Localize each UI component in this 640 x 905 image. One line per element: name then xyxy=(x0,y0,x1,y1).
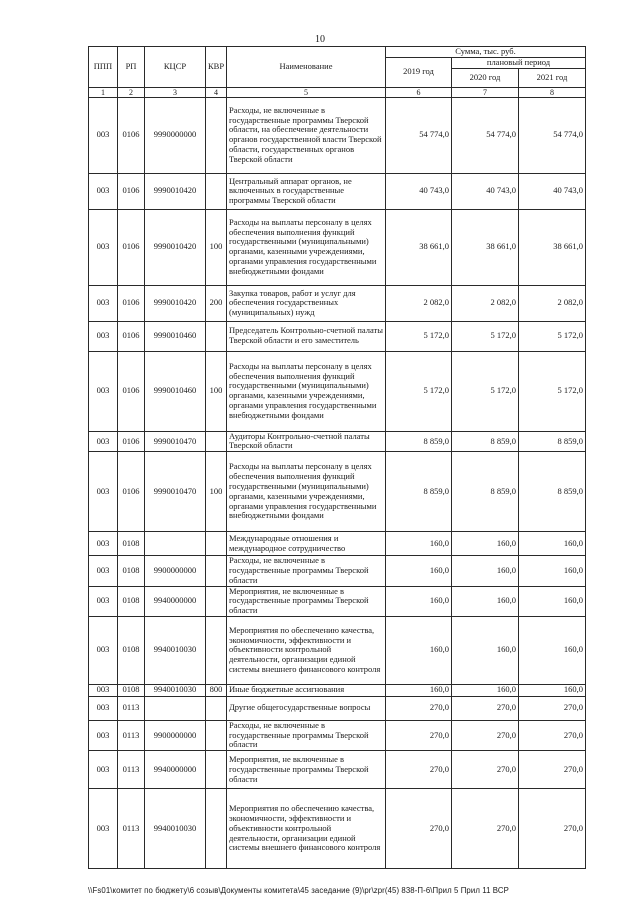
row-kvr xyxy=(206,431,227,452)
row-value-2021: 2 082,0 xyxy=(519,285,586,321)
row-value-2021: 270,0 xyxy=(519,720,586,750)
row-rp: 0108 xyxy=(118,586,145,616)
row-value-2021: 5 172,0 xyxy=(519,351,586,431)
table-row xyxy=(89,321,586,351)
row-kcsr: 9990010420 xyxy=(145,173,206,209)
row-ppp: 003 xyxy=(89,351,118,431)
row-kcsr: 9900000000 xyxy=(145,556,206,586)
row-value-2021: 38 661,0 xyxy=(519,209,586,285)
header-ppp: ППП xyxy=(89,47,118,88)
row-kcsr xyxy=(145,696,206,720)
row-ppp: 003 xyxy=(89,586,118,616)
table-row xyxy=(89,556,586,586)
row-kcsr: 9940010030 xyxy=(145,789,206,869)
table-row xyxy=(89,97,586,173)
row-value-2020: 54 774,0 xyxy=(452,97,519,173)
row-value-2021: 270,0 xyxy=(519,789,586,869)
row-value-2020: 160,0 xyxy=(452,556,519,586)
row-kvr xyxy=(206,789,227,869)
row-value-2019: 8 859,0 xyxy=(386,431,452,452)
row-value-2019: 8 859,0 xyxy=(386,452,452,532)
row-name: Международные отношения и международное сотрудничество xyxy=(227,532,386,556)
row-rp: 0106 xyxy=(118,431,145,452)
row-value-2021: 160,0 xyxy=(519,586,586,616)
row-rp: 0106 xyxy=(118,97,145,173)
row-value-2020: 38 661,0 xyxy=(452,209,519,285)
row-kvr xyxy=(206,720,227,750)
row-ppp: 003 xyxy=(89,556,118,586)
row-kvr xyxy=(206,556,227,586)
table-row xyxy=(89,285,586,321)
row-value-2019: 270,0 xyxy=(386,720,452,750)
row-ppp: 003 xyxy=(89,452,118,532)
row-value-2019: 160,0 xyxy=(386,532,452,556)
row-value-2020: 160,0 xyxy=(452,616,519,684)
header-rp: РП xyxy=(118,47,145,88)
row-value-2019: 54 774,0 xyxy=(386,97,452,173)
row-ppp: 003 xyxy=(89,321,118,351)
row-name: Мероприятия по обеспечению качества, экономичности, эффективности и объективности контрольной деятельности, организации единой системы внешнего финансового контроля xyxy=(227,789,386,869)
row-kvr xyxy=(206,532,227,556)
row-name: Расходы, не включенные в государственные программы Тверской области xyxy=(227,720,386,750)
table-row xyxy=(89,696,586,720)
row-value-2021: 160,0 xyxy=(519,616,586,684)
column-number: 5 xyxy=(227,87,386,97)
table-row xyxy=(89,452,586,532)
column-number: 8 xyxy=(519,87,586,97)
row-kvr: 200 xyxy=(206,285,227,321)
row-kcsr: 9990010470 xyxy=(145,431,206,452)
row-kcsr: 9990010470 xyxy=(145,452,206,532)
row-value-2021: 270,0 xyxy=(519,751,586,789)
row-value-2019: 38 661,0 xyxy=(386,209,452,285)
row-value-2021: 5 172,0 xyxy=(519,321,586,351)
row-value-2019: 160,0 xyxy=(386,684,452,696)
column-number: 4 xyxy=(206,87,227,97)
row-ppp: 003 xyxy=(89,285,118,321)
row-name: Закупка товаров, работ и услуг для обеспечения государственных (муниципальных) нужд xyxy=(227,285,386,321)
column-number: 1 xyxy=(89,87,118,97)
row-kcsr: 9940000000 xyxy=(145,586,206,616)
row-name: Расходы на выплаты персоналу в целях обеспечения выполнения функций государственными (муниципальными) органами, казенными учреждениями, органами управления государственными внебюджетными фондами xyxy=(227,209,386,285)
header-2021: 2021 год xyxy=(519,68,586,87)
row-value-2019: 40 743,0 xyxy=(386,173,452,209)
row-kcsr: 9990000000 xyxy=(145,97,206,173)
row-name: Расходы, не включенные в государственные программы Тверской области, на обеспечение деятельности органов государственной власти Тверской области, государственных органов Тверской области xyxy=(227,97,386,173)
table-row xyxy=(89,751,586,789)
row-value-2020: 270,0 xyxy=(452,720,519,750)
row-rp: 0113 xyxy=(118,751,145,789)
table-row xyxy=(89,789,586,869)
row-rp: 0113 xyxy=(118,720,145,750)
table-row xyxy=(89,616,586,684)
row-value-2019: 160,0 xyxy=(386,556,452,586)
row-kvr: 100 xyxy=(206,452,227,532)
row-name: Мероприятия, не включенные в государственные программы Тверской области xyxy=(227,586,386,616)
row-ppp: 003 xyxy=(89,696,118,720)
footer-file-path: \\Fs01\комитет по бюджету\6 созыв\Документы комитета\45 заседание (9)\pr\zpr(45) 838-П-6\Прил 5 Прил 11 ВСР xyxy=(88,886,509,895)
row-value-2021: 54 774,0 xyxy=(519,97,586,173)
row-kvr xyxy=(206,321,227,351)
row-rp: 0106 xyxy=(118,173,145,209)
header-planned-period: плановый период xyxy=(452,57,586,68)
row-name: Центральный аппарат органов, не включенных в государственные программы Тверской области xyxy=(227,173,386,209)
row-rp: 0106 xyxy=(118,452,145,532)
row-name: Иные бюджетные ассигнования xyxy=(227,684,386,696)
row-kvr xyxy=(206,616,227,684)
row-name: Расходы на выплаты персоналу в целях обеспечения выполнения функций государственными (муниципальными) органами, казенными учреждениями, органами управления государственными внебюджетными фондами xyxy=(227,452,386,532)
row-kvr xyxy=(206,586,227,616)
row-ppp: 003 xyxy=(89,789,118,869)
row-value-2020: 160,0 xyxy=(452,586,519,616)
row-value-2019: 5 172,0 xyxy=(386,321,452,351)
row-value-2020: 8 859,0 xyxy=(452,431,519,452)
row-value-2021: 8 859,0 xyxy=(519,452,586,532)
row-kcsr: 9940010030 xyxy=(145,684,206,696)
header-sum: Сумма, тыс. руб. xyxy=(386,47,586,58)
column-number: 2 xyxy=(118,87,145,97)
row-kcsr: 9990010460 xyxy=(145,351,206,431)
column-number: 6 xyxy=(386,87,452,97)
row-rp: 0113 xyxy=(118,696,145,720)
row-rp: 0113 xyxy=(118,789,145,869)
row-rp: 0106 xyxy=(118,209,145,285)
row-kcsr: 9940010030 xyxy=(145,616,206,684)
row-kcsr: 9990010420 xyxy=(145,209,206,285)
table-row xyxy=(89,586,586,616)
row-name: Мероприятия, не включенные в государственные программы Тверской области xyxy=(227,751,386,789)
row-value-2020: 160,0 xyxy=(452,532,519,556)
row-value-2019: 5 172,0 xyxy=(386,351,452,431)
row-rp: 0106 xyxy=(118,351,145,431)
column-number: 3 xyxy=(145,87,206,97)
page-number: 10 xyxy=(315,34,325,45)
row-name: Другие общегосударственные вопросы xyxy=(227,696,386,720)
row-value-2019: 270,0 xyxy=(386,751,452,789)
row-value-2021: 8 859,0 xyxy=(519,431,586,452)
row-value-2020: 5 172,0 xyxy=(452,351,519,431)
budget-table xyxy=(88,46,586,869)
row-kcsr: 9940000000 xyxy=(145,751,206,789)
column-number: 7 xyxy=(452,87,519,97)
row-ppp: 003 xyxy=(89,173,118,209)
row-value-2021: 160,0 xyxy=(519,532,586,556)
row-ppp: 003 xyxy=(89,532,118,556)
row-kvr: 100 xyxy=(206,209,227,285)
row-value-2019: 160,0 xyxy=(386,586,452,616)
row-kvr: 100 xyxy=(206,351,227,431)
header-kcsr: КЦСР xyxy=(145,47,206,88)
row-value-2020: 40 743,0 xyxy=(452,173,519,209)
row-kvr xyxy=(206,173,227,209)
row-value-2020: 270,0 xyxy=(452,789,519,869)
table-row xyxy=(89,209,586,285)
row-rp: 0106 xyxy=(118,285,145,321)
row-value-2021: 40 743,0 xyxy=(519,173,586,209)
header-2019: 2019 год xyxy=(386,57,452,87)
row-ppp: 003 xyxy=(89,684,118,696)
row-value-2020: 2 082,0 xyxy=(452,285,519,321)
table-row xyxy=(89,431,586,452)
row-value-2020: 270,0 xyxy=(452,751,519,789)
row-value-2020: 270,0 xyxy=(452,696,519,720)
row-value-2021: 160,0 xyxy=(519,684,586,696)
header-kvr: КВР xyxy=(206,47,227,88)
row-kvr: 800 xyxy=(206,684,227,696)
row-name: Расходы, не включенные в государственные программы Тверской области xyxy=(227,556,386,586)
table-row xyxy=(89,684,586,696)
table-row xyxy=(89,351,586,431)
row-value-2019: 160,0 xyxy=(386,616,452,684)
row-value-2021: 270,0 xyxy=(519,696,586,720)
row-name: Расходы на выплаты персоналу в целях обеспечения выполнения функций государственными (муниципальными) органами, казенными учреждениями, органами управления государственными внебюджетными фондами xyxy=(227,351,386,431)
row-name: Мероприятия по обеспечению качества, экономичности, эффективности и объективности контрольной деятельности, организации единой системы внешнего финансового контроля xyxy=(227,616,386,684)
row-ppp: 003 xyxy=(89,720,118,750)
row-value-2020: 5 172,0 xyxy=(452,321,519,351)
row-ppp: 003 xyxy=(89,431,118,452)
row-rp: 0108 xyxy=(118,556,145,586)
row-name: Аудиторы Контрольно-счетной палаты Тверской области xyxy=(227,431,386,452)
row-value-2019: 2 082,0 xyxy=(386,285,452,321)
row-value-2020: 160,0 xyxy=(452,684,519,696)
column-number-row xyxy=(89,87,586,97)
header-name: Наименование xyxy=(227,47,386,88)
row-value-2020: 8 859,0 xyxy=(452,452,519,532)
row-rp: 0108 xyxy=(118,684,145,696)
table-row xyxy=(89,720,586,750)
table-row xyxy=(89,173,586,209)
row-kvr xyxy=(206,97,227,173)
row-name: Председатель Контрольно-счетной палаты Тверской области и его заместитель xyxy=(227,321,386,351)
row-ppp: 003 xyxy=(89,97,118,173)
row-kvr xyxy=(206,696,227,720)
row-rp: 0108 xyxy=(118,616,145,684)
row-ppp: 003 xyxy=(89,616,118,684)
row-rp: 0106 xyxy=(118,321,145,351)
row-value-2019: 270,0 xyxy=(386,789,452,869)
row-kcsr xyxy=(145,532,206,556)
row-kcsr: 9900000000 xyxy=(145,720,206,750)
row-ppp: 003 xyxy=(89,209,118,285)
row-rp: 0108 xyxy=(118,532,145,556)
row-value-2019: 270,0 xyxy=(386,696,452,720)
header-2020: 2020 год xyxy=(452,68,519,87)
row-kcsr: 9990010420 xyxy=(145,285,206,321)
row-value-2021: 160,0 xyxy=(519,556,586,586)
table-row xyxy=(89,532,586,556)
row-ppp: 003 xyxy=(89,751,118,789)
row-kcsr: 9990010460 xyxy=(145,321,206,351)
row-kvr xyxy=(206,751,227,789)
